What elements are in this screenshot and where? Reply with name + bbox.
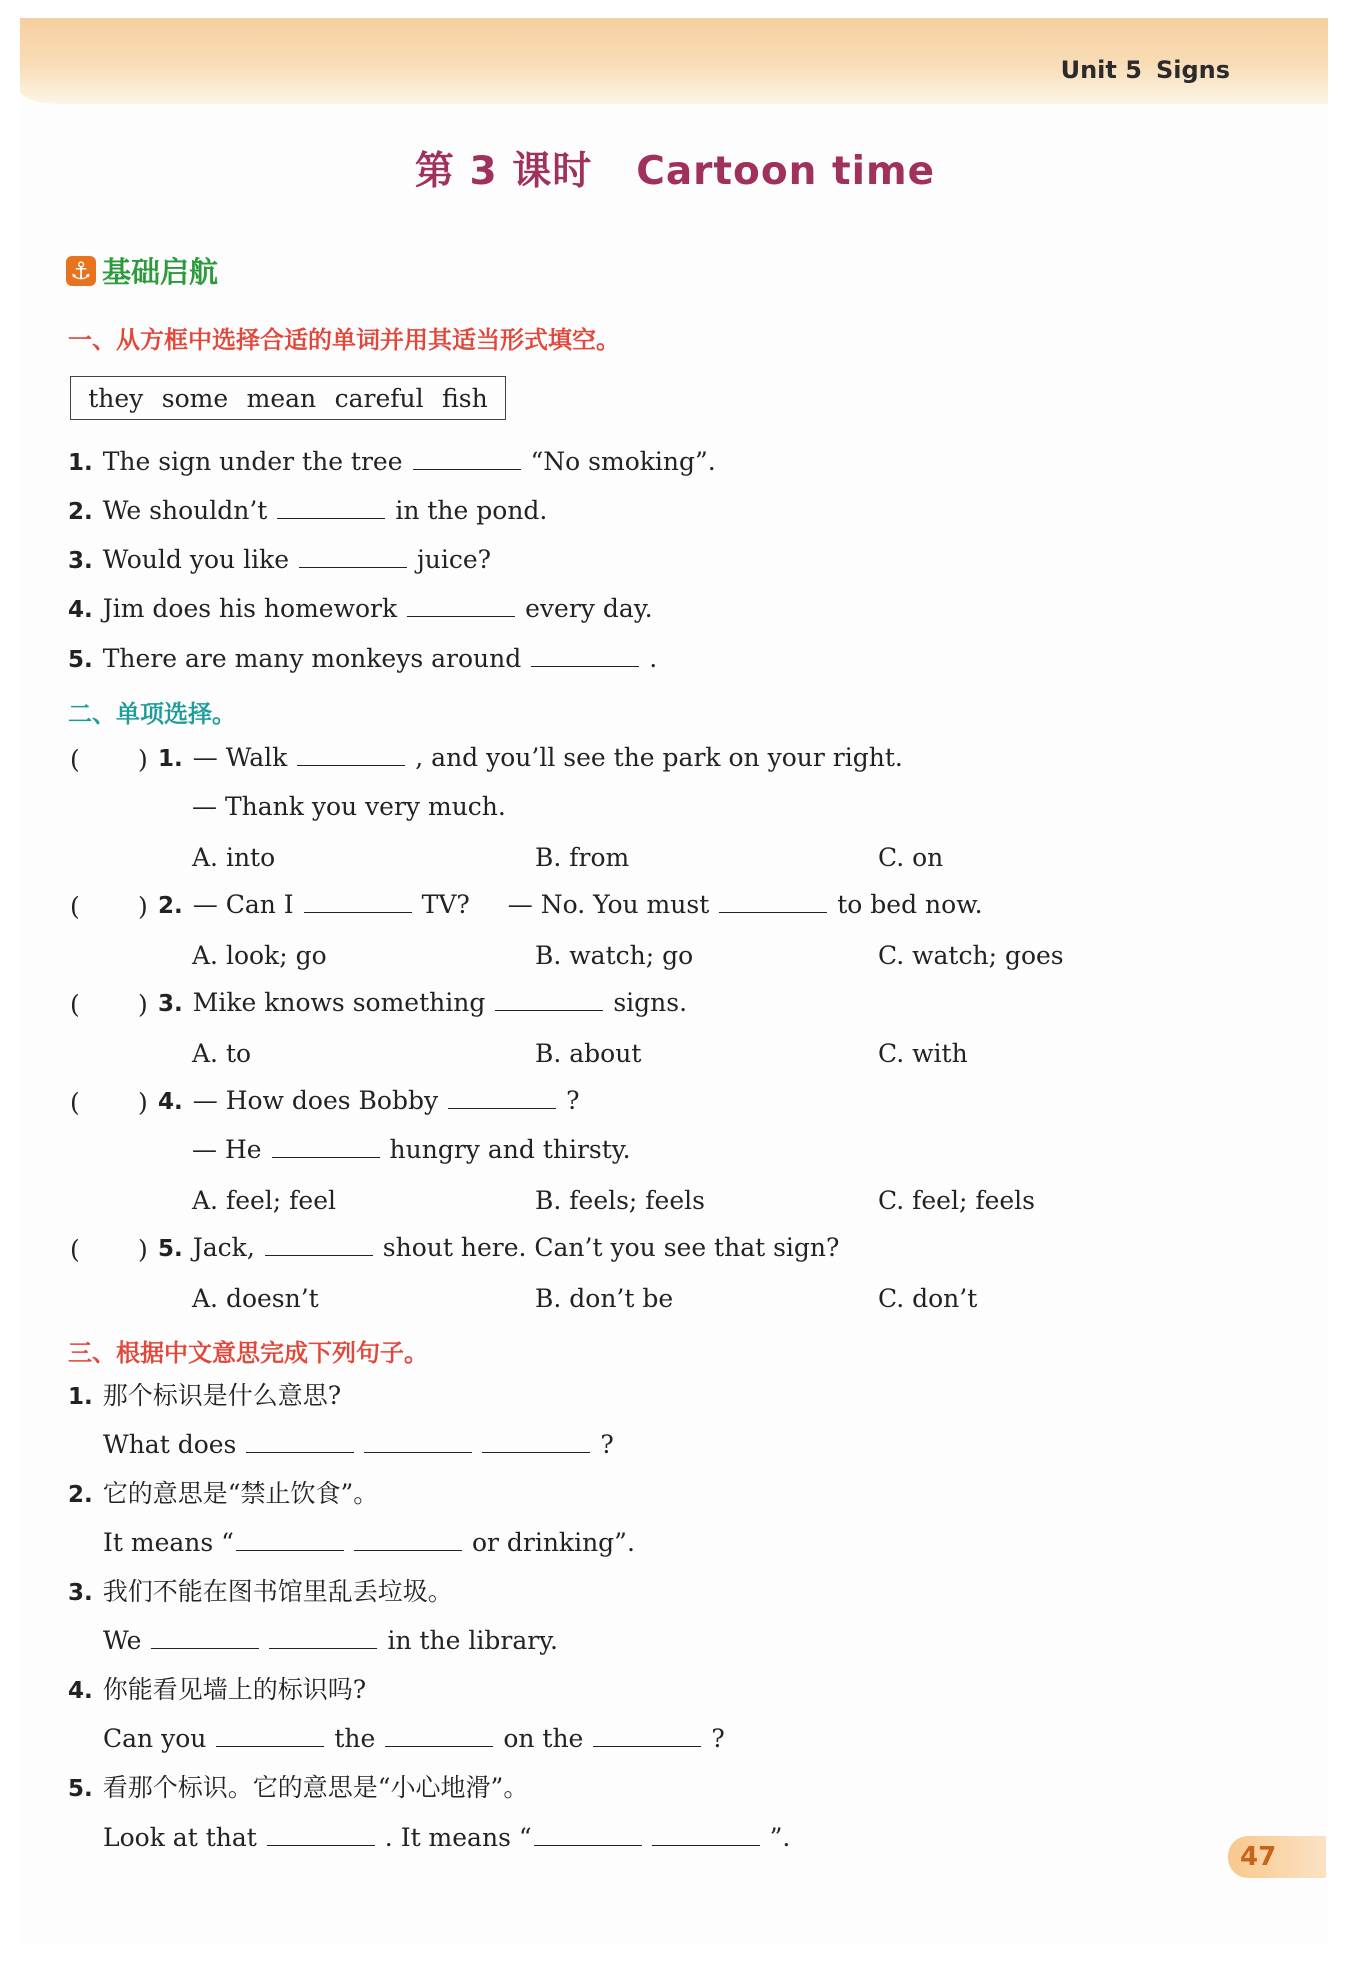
- answer-blank[interactable]: [719, 911, 827, 913]
- anchor-icon: ⚓: [66, 256, 96, 286]
- item-text: ?: [600, 1430, 614, 1459]
- part2-q2: [158, 892, 983, 918]
- page-number: 47: [1228, 1836, 1326, 1878]
- answer-blank[interactable]: [304, 911, 412, 913]
- answer-blank[interactable]: [151, 1647, 259, 1649]
- part2-q5: [158, 1235, 839, 1261]
- part3-item-3-cn: [68, 1579, 453, 1605]
- answer-paren-close: ): [138, 990, 148, 1019]
- item-text: It means “: [103, 1528, 234, 1557]
- lesson-title: [0, 140, 1350, 196]
- answer-blank[interactable]: [482, 1451, 590, 1453]
- answer-blank[interactable]: [246, 1451, 354, 1453]
- option-b: B. watch; go: [535, 941, 694, 970]
- item-text: every day.: [525, 594, 653, 623]
- item-text: in the pond.: [395, 496, 548, 525]
- part3-item-3-en: [103, 1628, 558, 1653]
- item-number: 1.: [158, 746, 183, 772]
- answer-blank[interactable]: [354, 1549, 462, 1551]
- item-number: 2.: [68, 1482, 93, 1508]
- part3-item-4-en: [103, 1726, 725, 1751]
- option-b: B. about: [535, 1039, 642, 1068]
- part1-item-3: [68, 547, 491, 573]
- item-text: Jack,: [192, 1233, 255, 1262]
- item-text: Would you like: [102, 545, 290, 574]
- part2-q4-reply: [192, 1137, 631, 1162]
- part2-q4: [158, 1088, 579, 1114]
- part1-item-1: [68, 449, 716, 475]
- answer-blank[interactable]: [407, 615, 515, 617]
- answer-blank[interactable]: [385, 1745, 493, 1747]
- option-b: B. from: [535, 843, 630, 872]
- item-text: — Can I: [192, 890, 294, 919]
- answer-paren-open[interactable]: (: [70, 1235, 80, 1264]
- item-text: Can you: [103, 1724, 207, 1753]
- item-text: Look at that: [103, 1823, 257, 1852]
- answer-blank[interactable]: [272, 1156, 380, 1158]
- answer-blank[interactable]: [277, 517, 385, 519]
- item-text-cn: 它的意思是“禁止饮食”。: [102, 1479, 379, 1508]
- item-text: Jim does his homework: [102, 594, 398, 623]
- item-text: We shouldn’t: [102, 496, 268, 525]
- option-b: B. don’t be: [535, 1284, 674, 1313]
- item-text: There are many monkeys around: [102, 644, 522, 673]
- part2-q1: [158, 745, 903, 771]
- lesson-name: Cartoon time: [636, 149, 936, 194]
- word-box: [70, 376, 506, 420]
- option-a: A. look; go: [192, 941, 327, 970]
- item-text: — No. You must: [507, 890, 710, 919]
- item-text: , and you’ll see the park on your right.: [415, 743, 903, 772]
- page-sheet: [20, 18, 1328, 1943]
- answer-blank[interactable]: [267, 1844, 375, 1846]
- item-text: — He: [192, 1135, 262, 1164]
- item-text: the: [334, 1724, 376, 1753]
- answer-blank[interactable]: [216, 1745, 324, 1747]
- answer-blank[interactable]: [652, 1844, 760, 1846]
- item-text: signs.: [613, 988, 688, 1017]
- section-banner-label: 基础启航: [102, 255, 219, 289]
- part3-heading: 三、根据中文意思完成下列句子。: [68, 1339, 428, 1367]
- answer-blank[interactable]: [448, 1107, 556, 1109]
- item-number: 5.: [68, 1776, 93, 1802]
- item-text: on the: [503, 1724, 584, 1753]
- option-a: A. feel; feel: [192, 1186, 336, 1215]
- part1-item-2: [68, 498, 547, 524]
- option-c: C. watch; goes: [878, 941, 1064, 970]
- option-a: A. doesn’t: [192, 1284, 319, 1313]
- item-number: 4.: [68, 1678, 93, 1704]
- item-text: Mike knows something: [192, 988, 486, 1017]
- item-text: — How does Bobby: [192, 1086, 439, 1115]
- item-text: to bed now.: [837, 890, 983, 919]
- word-box-item: they: [88, 383, 144, 413]
- item-number: 4.: [68, 597, 93, 623]
- answer-blank[interactable]: [534, 1844, 642, 1846]
- section-banner: [66, 250, 218, 291]
- item-number: 1.: [68, 1384, 93, 1410]
- answer-blank[interactable]: [413, 468, 521, 470]
- item-text-cn: 我们不能在图书馆里乱丢垃圾。: [102, 1577, 453, 1606]
- item-number: 3.: [158, 991, 183, 1017]
- part2-q1-reply: — Thank you very much.: [192, 792, 506, 821]
- item-text: We: [103, 1626, 142, 1655]
- item-number: 5.: [158, 1236, 183, 1262]
- option-c: C. with: [878, 1039, 968, 1068]
- item-text: ?: [711, 1724, 725, 1753]
- part2-q3: [158, 990, 687, 1016]
- part2-heading: 二、单项选择。: [68, 700, 236, 728]
- part1-item-4: [68, 596, 653, 622]
- word-box-item: mean: [246, 383, 317, 413]
- answer-blank[interactable]: [593, 1745, 701, 1747]
- answer-paren-open[interactable]: (: [70, 745, 80, 774]
- part3-item-4-cn: [68, 1677, 366, 1703]
- option-c: C. feel; feels: [878, 1186, 1036, 1215]
- item-text: .: [649, 644, 658, 673]
- option-b: B. feels; feels: [535, 1186, 705, 1215]
- item-number: 1.: [68, 450, 93, 476]
- option-c: C. don’t: [878, 1284, 978, 1313]
- part3-item-1-cn: [68, 1383, 341, 1409]
- answer-blank[interactable]: [297, 764, 405, 766]
- item-text: ”.: [769, 1823, 791, 1852]
- item-text: — Walk: [192, 743, 288, 772]
- answer-blank[interactable]: [236, 1549, 344, 1551]
- answer-paren-close: ): [138, 892, 148, 921]
- item-number: 2.: [158, 893, 183, 919]
- item-text: “No smoking”.: [530, 447, 716, 476]
- part1-heading: 一、从方框中选择合适的单词并用其适当形式填空。: [68, 326, 620, 354]
- item-text: in the library.: [387, 1626, 558, 1655]
- item-number: 3.: [68, 1580, 93, 1606]
- part3-item-1-en: [103, 1432, 614, 1457]
- item-text: What does: [103, 1430, 237, 1459]
- answer-paren-close: ): [138, 1235, 148, 1264]
- part3-item-5-cn: [68, 1775, 528, 1801]
- item-number: 3.: [68, 548, 93, 574]
- answer-blank[interactable]: [364, 1451, 472, 1453]
- item-text: juice?: [417, 545, 492, 574]
- item-text: . It means “: [384, 1823, 532, 1852]
- part3-item-2-en: [103, 1530, 635, 1555]
- item-text: hungry and thirsty.: [389, 1135, 631, 1164]
- item-text: TV?: [421, 890, 470, 919]
- answer-paren-open[interactable]: (: [70, 990, 80, 1019]
- word-box-item: careful: [334, 383, 424, 413]
- answer-blank[interactable]: [265, 1254, 373, 1256]
- option-a: A. into: [192, 843, 276, 872]
- lesson-number: 第 3 课时: [414, 149, 593, 194]
- answer-paren-open[interactable]: (: [70, 1088, 80, 1117]
- answer-blank[interactable]: [299, 566, 407, 568]
- item-text: or drinking”.: [471, 1528, 635, 1557]
- item-text-cn: 看那个标识。它的意思是“小心地滑”。: [102, 1773, 529, 1802]
- answer-blank[interactable]: [531, 665, 639, 667]
- option-c: C. on: [878, 843, 944, 872]
- answer-paren-close: ): [138, 745, 148, 774]
- item-number: 5.: [68, 647, 93, 673]
- word-box-item: fish: [442, 383, 488, 413]
- item-text-cn: 你能看见墙上的标识吗?: [102, 1675, 367, 1704]
- word-box-item: some: [161, 383, 229, 413]
- item-text: The sign under the tree: [102, 447, 403, 476]
- unit-label: [1061, 56, 1230, 84]
- item-text-cn: 那个标识是什么意思?: [102, 1381, 342, 1410]
- answer-blank[interactable]: [495, 1009, 603, 1011]
- option-a: A. to: [192, 1039, 252, 1068]
- answer-paren-open[interactable]: (: [70, 892, 80, 921]
- item-text: shout here. Can’t you see that sign?: [382, 1233, 840, 1262]
- item-number: 2.: [68, 499, 93, 525]
- item-number: 4.: [158, 1089, 183, 1115]
- part3-item-5-en: [103, 1825, 790, 1850]
- unit-topic: Signs: [1155, 56, 1230, 84]
- unit-number: Unit 5: [1060, 56, 1142, 84]
- answer-blank[interactable]: [269, 1647, 377, 1649]
- item-text: ?: [566, 1086, 580, 1115]
- part1-item-5: [68, 646, 657, 672]
- answer-paren-close: ): [138, 1088, 148, 1117]
- part3-item-2-cn: [68, 1481, 378, 1507]
